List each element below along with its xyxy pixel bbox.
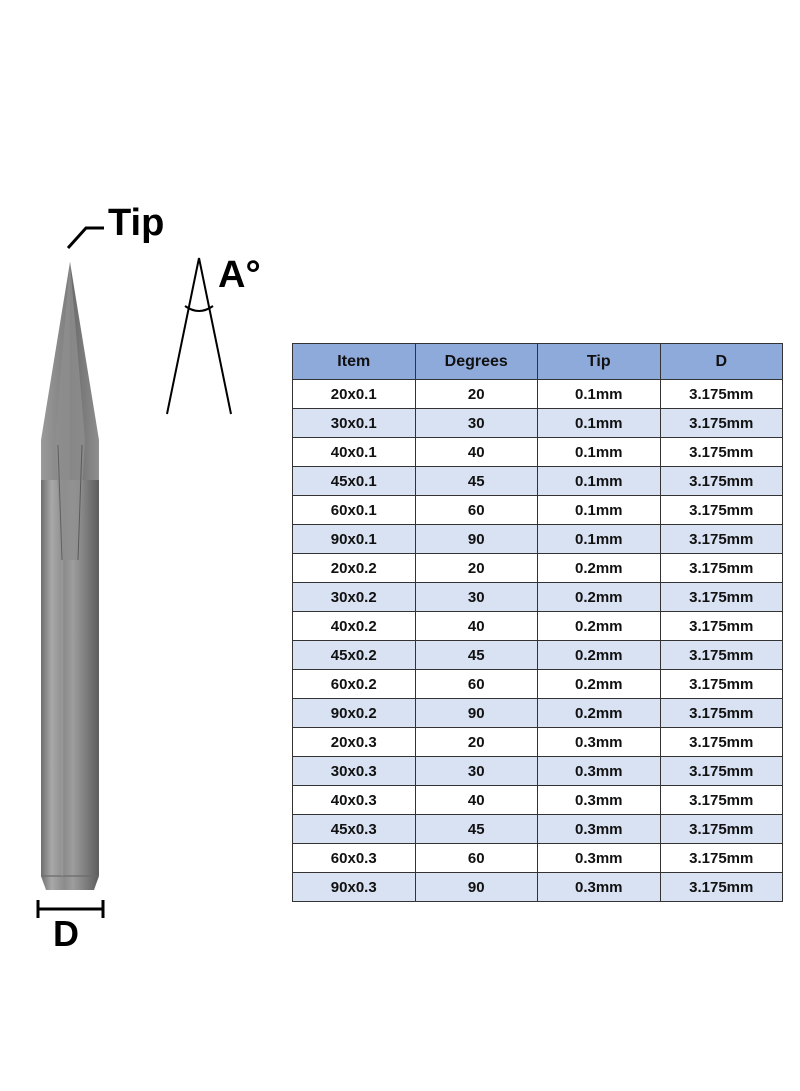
- tool-flute-facet: [55, 262, 85, 560]
- cell-d: 3.175mm: [660, 467, 783, 496]
- cell-tip: 0.1mm: [538, 467, 661, 496]
- cell-item: 40x0.1: [293, 438, 416, 467]
- cell-d: 3.175mm: [660, 496, 783, 525]
- cell-item: 30x0.3: [293, 757, 416, 786]
- column-header-d: D: [660, 344, 783, 380]
- table-row: [293, 380, 783, 409]
- cell-tip: 0.2mm: [538, 583, 661, 612]
- cell-item: 45x0.3: [293, 815, 416, 844]
- cell-d: 3.175mm: [660, 438, 783, 467]
- cell-tip: 0.3mm: [538, 873, 661, 902]
- cell-d: 3.175mm: [660, 380, 783, 409]
- cell-item: 60x0.2: [293, 670, 416, 699]
- cell-degrees: 90: [415, 525, 538, 554]
- cell-tip: 0.3mm: [538, 786, 661, 815]
- cell-d: 3.175mm: [660, 757, 783, 786]
- cell-d: 3.175mm: [660, 786, 783, 815]
- table-row: [293, 467, 783, 496]
- cell-degrees: 45: [415, 641, 538, 670]
- cell-item: 90x0.3: [293, 873, 416, 902]
- table-row: [293, 815, 783, 844]
- cell-degrees: 20: [415, 380, 538, 409]
- cell-d: 3.175mm: [660, 525, 783, 554]
- cell-item: 40x0.3: [293, 786, 416, 815]
- cell-tip: 0.1mm: [538, 496, 661, 525]
- cell-d: 3.175mm: [660, 641, 783, 670]
- cell-tip: 0.2mm: [538, 670, 661, 699]
- cell-item: 30x0.1: [293, 409, 416, 438]
- cell-degrees: 60: [415, 670, 538, 699]
- cell-degrees: 45: [415, 815, 538, 844]
- cell-d: 3.175mm: [660, 873, 783, 902]
- cell-degrees: 45: [415, 467, 538, 496]
- cell-degrees: 60: [415, 496, 538, 525]
- cell-item: 20x0.2: [293, 554, 416, 583]
- cell-tip: 0.1mm: [538, 409, 661, 438]
- cell-degrees: 30: [415, 409, 538, 438]
- table-row: [293, 612, 783, 641]
- table-row: [293, 525, 783, 554]
- cell-tip: 0.3mm: [538, 757, 661, 786]
- cell-tip: 0.2mm: [538, 612, 661, 641]
- table-row: [293, 844, 783, 873]
- table-row: [293, 641, 783, 670]
- cell-degrees: 40: [415, 612, 538, 641]
- cell-degrees: 20: [415, 554, 538, 583]
- cell-tip: 0.3mm: [538, 844, 661, 873]
- cell-degrees: 40: [415, 438, 538, 467]
- cell-item: 45x0.2: [293, 641, 416, 670]
- tip-label: Tip: [108, 202, 165, 244]
- cell-item: 90x0.1: [293, 525, 416, 554]
- cell-item: 20x0.1: [293, 380, 416, 409]
- column-header-item: Item: [293, 344, 416, 380]
- cell-degrees: 60: [415, 844, 538, 873]
- table-row: [293, 873, 783, 902]
- table-row: [293, 757, 783, 786]
- table-row: [293, 699, 783, 728]
- table-row: [293, 786, 783, 815]
- cell-item: 30x0.2: [293, 583, 416, 612]
- cell-item: 60x0.1: [293, 496, 416, 525]
- engraving-bit-tool: [41, 262, 99, 890]
- cell-tip: 0.3mm: [538, 815, 661, 844]
- cell-d: 3.175mm: [660, 844, 783, 873]
- table-row: [293, 496, 783, 525]
- cell-d: 3.175mm: [660, 699, 783, 728]
- cell-degrees: 40: [415, 786, 538, 815]
- cell-item: 90x0.2: [293, 699, 416, 728]
- column-header-degrees: Degrees: [415, 344, 538, 380]
- cell-degrees: 90: [415, 873, 538, 902]
- cell-d: 3.175mm: [660, 583, 783, 612]
- cell-d: 3.175mm: [660, 815, 783, 844]
- angle-label: A°: [218, 254, 261, 296]
- table-row: [293, 670, 783, 699]
- cell-d: 3.175mm: [660, 409, 783, 438]
- table-row: [293, 728, 783, 757]
- cell-tip: 0.1mm: [538, 438, 661, 467]
- cell-d: 3.175mm: [660, 554, 783, 583]
- cell-degrees: 30: [415, 757, 538, 786]
- cell-item: 60x0.3: [293, 844, 416, 873]
- table-row: [293, 409, 783, 438]
- cell-degrees: 20: [415, 728, 538, 757]
- cell-degrees: 30: [415, 583, 538, 612]
- column-header-tip: Tip: [538, 344, 661, 380]
- diameter-label: D: [53, 913, 79, 954]
- table-row: [293, 438, 783, 467]
- cell-d: 3.175mm: [660, 670, 783, 699]
- cell-tip: 0.2mm: [538, 554, 661, 583]
- cell-item: 20x0.3: [293, 728, 416, 757]
- table-header-row: [293, 344, 783, 380]
- cell-item: 45x0.1: [293, 467, 416, 496]
- cell-d: 3.175mm: [660, 728, 783, 757]
- specification-table: [292, 343, 783, 902]
- table-row: [293, 583, 783, 612]
- cell-tip: 0.2mm: [538, 641, 661, 670]
- cell-tip: 0.1mm: [538, 380, 661, 409]
- cell-tip: 0.3mm: [538, 728, 661, 757]
- tip-pointer-line: [68, 228, 104, 248]
- cell-degrees: 90: [415, 699, 538, 728]
- cell-d: 3.175mm: [660, 612, 783, 641]
- cell-tip: 0.2mm: [538, 699, 661, 728]
- table-row: [293, 554, 783, 583]
- cell-item: 40x0.2: [293, 612, 416, 641]
- cell-tip: 0.1mm: [538, 525, 661, 554]
